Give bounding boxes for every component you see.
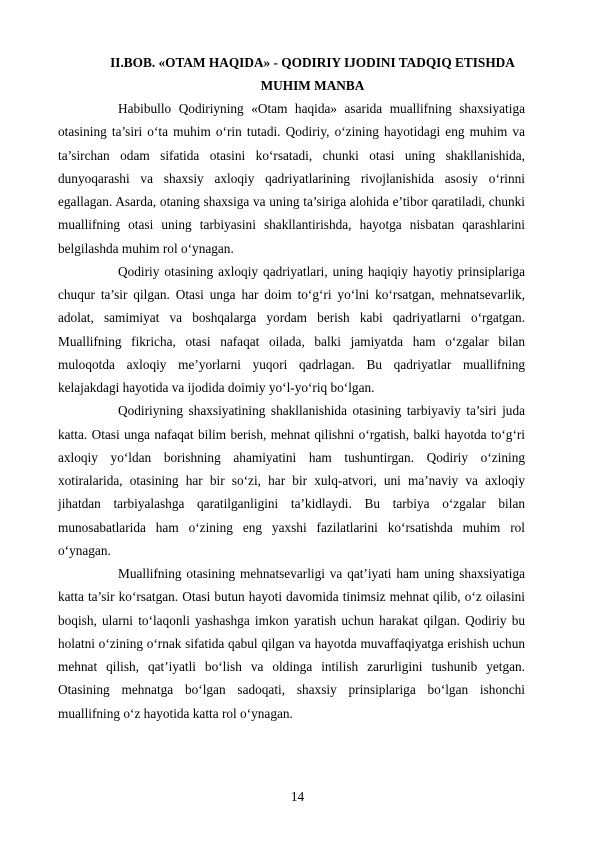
chapter-heading-line-1: II.BOB. «OTAM HAQIDA» - QODIRIY IJODINI TADQIQ ETISHDA xyxy=(110,55,515,70)
paragraph-text: Qodiriy otasining axloqiy qadriyatlari, uning haqiqiy hayotiy prinsiplariga chuqur ta’sir qilgan. Otasi unga har doim to‘g‘ri yo‘lni ko‘rsatgan, mehnatsevarlik, adolat, samimiyat va boshqalarga yordam berish kabi qadriyatlarni o‘rgatgan. Muallifning fikricha, otasi nafaqat oilada, balki jamiyatda ham o‘zgalar bilan muloqotda axloqiy me’yorlarni yuqori qadrlagan. Bu qadriyatlar muallifning kelajakdagi hayotida va ijodida doimiy yo‘l-yo‘riq bo‘lgan. xyxy=(58,263,525,395)
paragraph-text: Qodiriyning shaxsiyatining shakllanishida otasining tarbiyaviy ta’siri juda katta. Otasi unga nafaqat bilim berish, mehnat qilishni o‘rgatish, balki hayotda to‘g‘ri axloqiy yo‘ldan borishning ahamiyatini ham tushuntirgan. Qodiriy o‘zining xotiralarida, otasining har bir so‘zi, har bir xulq-atvori, uni ma’naviy va axloqiy jihatdan tarbiyalashga qaratilganligini ta’kidlaydi. Bu tarbiya o‘zgalar bilan munosabatlarida ham o‘zining eng yaxshi fazilatlarini ko‘rsatishda muhim rol o‘ynagan. xyxy=(58,403,525,558)
chapter-heading-line-2: MUHIM MANBA xyxy=(260,78,365,93)
paragraph-2 xyxy=(58,260,525,400)
document-body xyxy=(58,97,525,725)
paragraph-1 xyxy=(58,97,525,260)
paragraph-text: Muallifning otasining mehnatsevarligi va qat’iyati ham uning shaxsiyatiga katta ta’sir ko‘rsatgan. Otasi butun hayoti davomida tinimsiz mehnat qilib, o‘z oilasini boqish, ularni to‘laqonli yashashga imkon yaratish uchun harakat qilgan. Qodiriy bu holatni o‘zining o‘rnak sifatida qabul qilgan va hayotda muvaffaqiyatga erishish uchun mehnat qilish, qat’iyatli bo‘lish va oldinga intilish zarurligini tushunib yetgan. Otasining mehnatga bo‘lgan sadoqati, shaxsiy prinsiplariga bo‘lgan ishonchi muallifning o‘z hayotida katta rol o‘ynagan. xyxy=(58,566,525,721)
paragraph-4 xyxy=(58,562,525,725)
paragraph-3 xyxy=(58,399,525,562)
page-number: 14 xyxy=(290,789,305,804)
paragraph-text: Habibullo Qodiriyning «Otam haqida» asarida muallifning shaxsiyatiga otasining ta’siri o‘ta muhim o‘rin tutadi. Qodiriy, o‘zining hayotidagi eng muhim va ta’sirchan odam sifatida otasini ko‘rsatadi, chunki otasi uning shakllanishida, dunyoqarashi va shaxsiy axloqiy qadriyatlarining rivojlanishida asosiy o‘rinni egallagan. Asarda, otaning shaxsiga va uning ta’siriga alohida e’tibor qaratiladi, chunki muallifning otasi uning tarbiyasini shakllantirishda, hayotga nisbatan qarashlarini belgilashda muhim rol o‘ynagan. xyxy=(58,101,525,256)
